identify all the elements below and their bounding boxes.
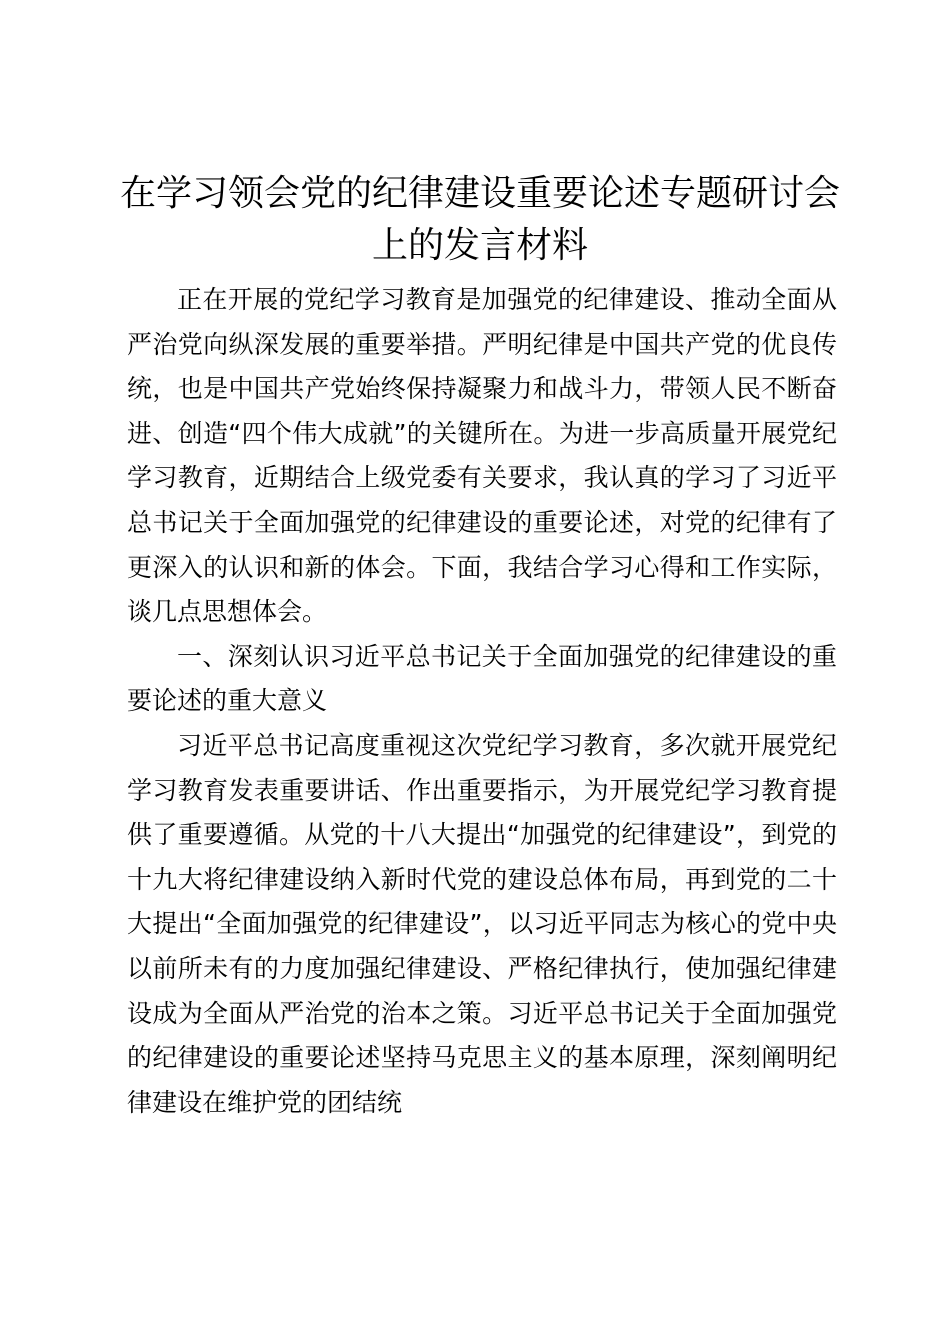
title-line-1: 在学习领会党的纪律建设重要论述专题研讨会 <box>119 173 840 214</box>
paragraph-intro: 正在开展的党纪学习教育是加强党的纪律建设、推动全面从严治党向纵深发展的重要举措。严明纪律是中国共产党的优良传统，也是中国共产党始终保持凝聚力和战斗力，带领人民不断奋进、创造“四个伟大成就”的关键所在。为进一步高质量开展党纪学习教育，近期结合上级党委有关要求，我认真的学习了习近平总书记关于全面加强党的纪律建设的重要论述，对党的纪律有了更深入的认识和新的体会。下面，我结合学习心得和工作实际，谈几点思想体会。 <box>127 285 837 627</box>
title-line-2: 上的发言材料 <box>371 225 588 266</box>
document-title <box>100 168 860 272</box>
section-heading-1: 一、深刻认识习近平总书记关于全面加强党的纪律建设的重要论述的重大意义 <box>127 641 837 716</box>
paragraph-section-1: 习近平总书记高度重视这次党纪学习教育，多次就开展党纪学习教育发表重要讲话、作出重要指示，为开展党纪学习教育提供了重要遵循。从党的十八大提出“加强党的纪律建设”，到党的十九大将纪律建设纳入新时代党的建设总体布局，再到党的二十大提出“全面加强党的纪律建设”，以习近平同志为核心的党中央以前所未有的力度加强纪律建设、严格纪律执行，使加强纪律建设成为全面从严治党的治本之策。习近平总书记关于全面加强党的纪律建设的重要论述坚持马克思主义的基本原理，深刻阐明纪律建设在维护党的团结统 <box>127 730 837 1117</box>
document-body <box>127 278 837 1125</box>
